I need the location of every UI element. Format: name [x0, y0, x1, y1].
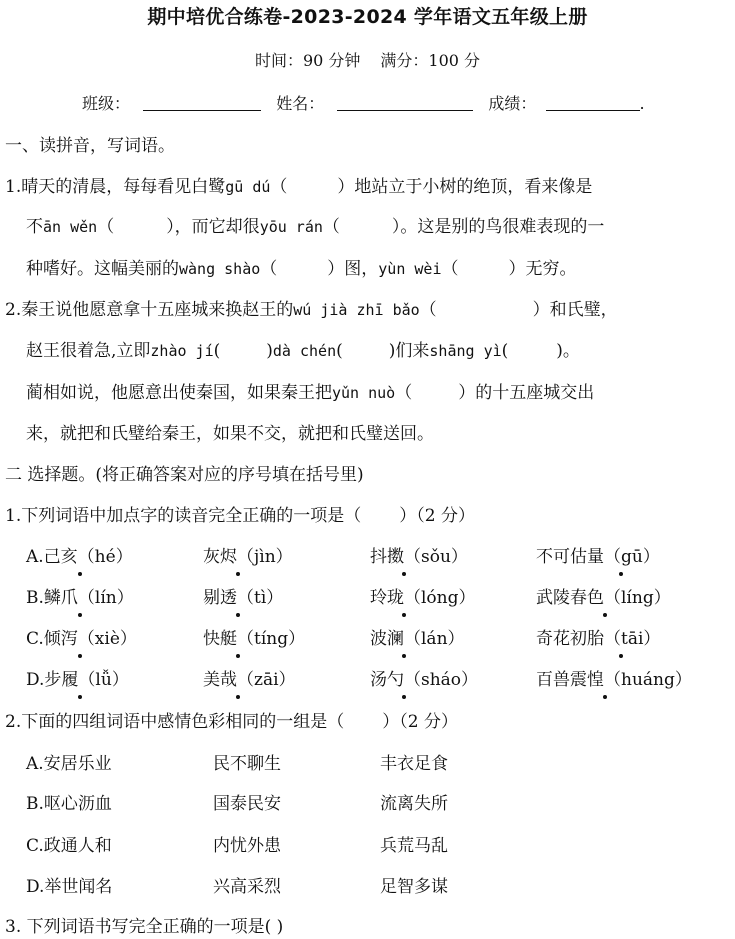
s1-q1-line3: 种嗜好。这幅美丽的wàng shào（ ）图，yùn wèi（ ）无穷。	[26, 259, 577, 279]
option-b-1: B.呕心沥血	[26, 794, 112, 814]
grade-label: 成绩：	[488, 94, 537, 113]
option-a-3: 丰衣足食	[380, 754, 448, 774]
emphasis-dot	[603, 695, 607, 699]
option-c-4: 奇花初胎（tāi）	[536, 629, 661, 649]
class-field[interactable]	[143, 92, 261, 111]
s2-q3-stem-partial: 3. 下列词语书写完全正确的一项是( )	[5, 917, 284, 937]
s1-q2-line4: 来，就把和氏璧给秦王，如果不交，就把和氏璧送回。	[26, 424, 434, 444]
emphasis-dot	[78, 613, 82, 617]
s1-q2-line1: 2.秦王说他愿意拿十五座城来换赵王的wú jià zhī bǎo（ ）和氏璧，	[5, 300, 618, 320]
s2-q1-stem: 1.下列词语中加点字的读音完全正确的一项是（ ）（2 分）	[5, 506, 475, 526]
emphasis-dot	[603, 613, 607, 617]
s1-q2-line3: 蔺相如说，他愿意出使秦国，如果秦王把yǔn nuò（ ）的十五座城交出	[26, 383, 595, 403]
name-label: 姓名：	[276, 94, 325, 113]
exam-meta	[0, 50, 735, 72]
emphasis-dot	[619, 654, 623, 658]
option-c-1: C.政通人和	[26, 836, 112, 856]
option-a-3: 抖擞（sǒu）	[370, 547, 468, 567]
emphasis-dot	[236, 572, 240, 576]
name-field[interactable]	[337, 92, 473, 111]
emphasis-dot	[78, 572, 82, 576]
s1-q2-line2: 赵王很着急,立即zhào jí( )dà chén( )们来shāng yì( )。	[26, 341, 580, 361]
emphasis-dot	[402, 654, 406, 658]
option-b-1: B.鳞爪（lín）	[26, 588, 134, 608]
exam-time: 时间：90 分钟	[254, 51, 361, 70]
section1-heading: 一、读拼音，写词语。	[5, 136, 175, 156]
option-d-2: 兴高采烈	[213, 877, 281, 897]
option-b-3: 玲珑（lóng）	[370, 588, 476, 608]
option-b-2: 剔透（tì）	[203, 588, 284, 608]
option-d-4: 百兽震惶（huáng）	[536, 670, 692, 690]
s1-q1-line2: 不ān wěn（ ），而它却很yōu rán（ ）。这是别的鸟很难表现的一	[26, 217, 605, 237]
option-c-3: 波澜（lán）	[370, 629, 465, 649]
class-label: 班级：	[82, 94, 131, 113]
option-a-2: 民不聊生	[213, 754, 281, 774]
emphasis-dot	[78, 695, 82, 699]
page-title: 期中培优合练卷-2023-2024 学年语文五年级上册	[147, 6, 588, 28]
emphasis-dot	[619, 572, 623, 576]
exam-score: 满分：100 分	[380, 51, 481, 70]
s2-q2-stem: 2.下面的四组词语中感情色彩相同的一组是（ ）（2 分）	[5, 712, 458, 732]
option-d-3: 汤勺（sháo）	[370, 670, 479, 690]
emphasis-dot	[78, 654, 82, 658]
option-b-2: 国泰民安	[213, 794, 281, 814]
option-c-2: 快艇（tíng）	[203, 629, 306, 649]
option-a-1: A.己亥（hé）	[26, 547, 133, 567]
option-c-3: 兵荒马乱	[380, 836, 448, 856]
option-d-1: D.举世闻名	[26, 877, 113, 897]
option-d-1: D.步履（lǚ）	[26, 670, 129, 690]
student-info: 班级： 姓名： 成绩： .	[82, 94, 645, 113]
emphasis-dot	[236, 654, 240, 658]
option-a-2: 灰烬（jìn）	[203, 547, 293, 567]
emphasis-dot	[236, 695, 240, 699]
section2-heading: 二 选择题。(将正确答案对应的序号填在括号里)	[5, 465, 364, 485]
emphasis-dot	[236, 613, 240, 617]
option-b-3: 流离失所	[380, 794, 448, 814]
option-c-1: C.倾泻（xiè）	[26, 629, 137, 649]
grade-field[interactable]	[546, 92, 640, 111]
emphasis-dot	[402, 572, 406, 576]
option-d-3: 足智多谋	[380, 877, 448, 897]
option-b-4: 武陵春色（líng）	[536, 588, 671, 608]
option-c-2: 内忧外患	[213, 836, 281, 856]
s1-q1-line1: 1.晴天的清晨，每每看见白鹭gū dú（ ）地站立于小树的绝顶，看来像是	[5, 177, 593, 197]
option-a-4: 不可估量（gū）	[536, 547, 660, 567]
emphasis-dot	[402, 695, 406, 699]
option-d-2: 美哉（zāi）	[203, 670, 296, 690]
option-a-1: A.安居乐业	[26, 754, 112, 774]
emphasis-dot	[402, 613, 406, 617]
